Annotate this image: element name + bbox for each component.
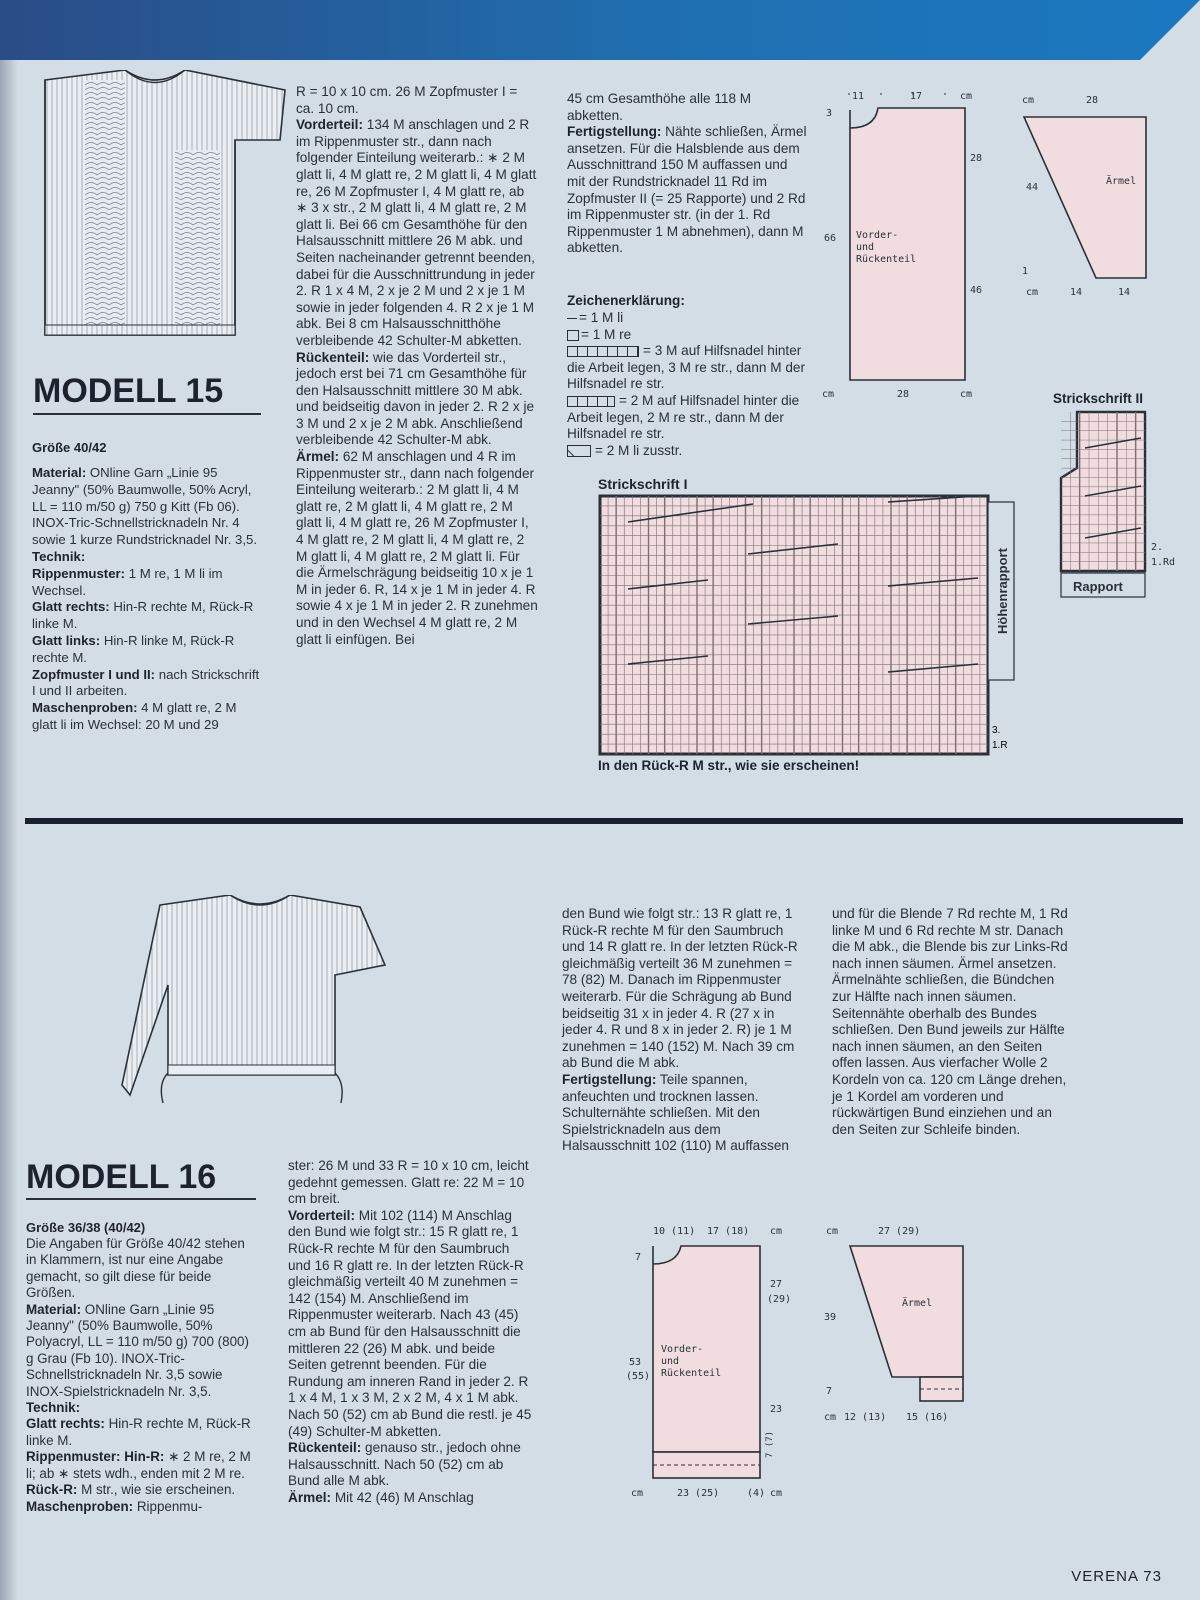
legend-item-li: = 1 M li (567, 310, 817, 327)
paragraph (296, 84, 538, 117)
knitting-chart-1 (598, 494, 1028, 764)
legend-symbol-re (567, 330, 579, 341)
paragraph-text: Rippenmu- (133, 1498, 203, 1514)
model16-title: MODELL 16 (26, 1158, 217, 1196)
legend-item-dec: = 2 M li zusstr. (567, 443, 817, 460)
svg-text:cm: cm (960, 389, 973, 400)
svg-text:15 (16): 15 (16) (906, 1412, 949, 1423)
paragraph (32, 599, 260, 633)
paragraph-label: Glatt rechts: (32, 599, 110, 615)
paragraph-text: 4 M glatt re, 2 M glatt li im Wechsel: 20 M und 29 (32, 700, 237, 732)
svg-text:cm: cm (1022, 95, 1035, 106)
schema-body-16 (625, 1222, 805, 1504)
svg-text:(29): (29) (767, 1294, 792, 1305)
svg-text:28: 28 (1086, 95, 1099, 106)
svg-text:(4): (4) (747, 1488, 766, 1499)
paragraph-label: Material: (26, 1301, 82, 1317)
paragraph-label: Fertigstellung: (567, 124, 662, 140)
legend-title: Zeichenerklärung: (567, 293, 685, 308)
svg-text:cm: cm (826, 1226, 839, 1237)
svg-text:Rückenteil: Rückenteil (856, 254, 917, 265)
legend-item-re: = 1 M re (567, 327, 817, 344)
svg-text:23: 23 (770, 1404, 783, 1415)
paragraph-text: M str., wie sie erscheinen. (77, 1482, 236, 1498)
model15-title-rule (33, 413, 261, 415)
svg-text:Ärmel: Ärmel (1106, 176, 1137, 187)
legend (567, 310, 817, 459)
section-divider (25, 818, 1183, 824)
paragraph (32, 549, 260, 566)
svg-text:44: 44 (1026, 182, 1039, 193)
svg-text:und: und (856, 242, 875, 253)
paragraph-text: 62 M anschlagen und 4 R im Rippenmuster str., dann nach folgender Einteilung weiterarb.: 2 M glatt li, 4 M glatt re, 2 M glatt li, 4 M glatt re, 2 M glatt li, 4 M glatt re, 26 M Zopfmuster I, 4 M glatt re, 2 M glatt li, 4 M glatt re, 2 M glatt li, 4 M glatt re, 2 M glatt li. Für die Ärmelschrägung beidseitig 10 x je 1 M in jeder 6. R, 14 x je 1 M in jeder 4. R sowie 4 x je 1 M in jeder 2. R zunehmen und in den Wechsel 4 M glatt re, 2 M glatt li einfügen. Bei (296, 449, 538, 647)
page-gutter-shadow (0, 0, 18, 1600)
svg-text:17 (18): 17 (18) (707, 1226, 750, 1237)
chart1-row-label: 3. (992, 725, 1001, 736)
knitting-chart-2 (1055, 408, 1180, 603)
svg-text:7: 7 (826, 1386, 833, 1397)
svg-text:und: und (661, 1356, 680, 1367)
legend-symbol-cable-2 (567, 396, 615, 407)
paragraph (26, 1449, 258, 1482)
svg-text:Ärmel: Ärmel (902, 1298, 933, 1309)
chart2-rapport-label: Rapport (1073, 579, 1123, 594)
paragraph-label: Fertigstellung: (562, 1071, 657, 1087)
paragraph-label: Rück-R: (26, 1482, 78, 1498)
paragraph (288, 1440, 532, 1490)
svg-text:7 (7): 7 (7) (765, 1430, 775, 1458)
paragraph-text: nach Strickschrift I und II arbeiten. (32, 666, 260, 699)
paragraph (26, 1400, 258, 1416)
paragraph (32, 566, 260, 600)
paragraph-text: ∗ 2 M re, 2 M li; ab ∗ stets wdh., enden mit 2 M re. (26, 1449, 251, 1481)
svg-text:27 (29): 27 (29) (878, 1226, 921, 1237)
svg-text:cm: cm (1026, 287, 1039, 298)
paragraph-label: Rippenmuster: (32, 565, 126, 581)
paragraph (32, 633, 260, 667)
paragraph-text: wie das Vorderteil str., jedoch erst bei 71 cm Gesamthöhe für den Halsausschnitt mittlere 30 M abk. und beidseitig davon in jeder 2. R 2 x je 3 M und 2 x je 2 M abk. Anschließend verbleibende 42 Schulter-M abk. (296, 349, 535, 448)
paragraph-text: genauso str., jedoch ohne Halsausschnitt. Nach 50 (52) cm ab Bund alle M abk. (288, 1440, 521, 1489)
svg-text:3: 3 (826, 108, 833, 119)
paragraph-text: und für die Blende 7 Rd rechte M, 1 Rd linke M und 6 Rd rechte M str. Danach die M abk., die Blende bis zur Links-Rd nach innen säumen. Ärmel ansetzen. Ärmelnähte schließen, die Bündchen zur Hälfte nach innen säumen. Seitennähte oberhalb des Bundes schließen. Den Bund jeweils zur Hälfte nach innen säumen, an den Seiten offen lassen. Aus vierfacher Wolle 2 Kordeln von ca. 120 cm Länge drehen, je 1 Kordel am vorderen und rückwärtigen Bund einziehen und an den Seiten zur Schleife binden. (832, 906, 1068, 1137)
paragraph (26, 1416, 258, 1449)
chart2-row-label: 2. (1151, 542, 1164, 553)
model16-title-rule (26, 1198, 256, 1200)
paragraph (296, 117, 538, 349)
svg-text:11: 11 (852, 91, 865, 102)
svg-text:cm: cm (960, 91, 973, 102)
chart2-row1-label: 1.Rd (1151, 557, 1176, 568)
paragraph-text: Hin-R rechte M, Rück-R linke M. (32, 599, 254, 632)
paragraph-text: R = 10 x 10 cm. 26 M Zopfmuster I = ca. 10 cm. (296, 84, 518, 116)
paragraph-text: Mit 42 (46) M Anschlag (331, 1489, 474, 1505)
paragraph-label: Zopfmuster I und II: (32, 666, 156, 682)
svg-text:1: 1 (1022, 266, 1029, 277)
svg-text:cm: cm (770, 1488, 783, 1499)
paragraph-text: 1 M re, 1 M li im Wechsel. (32, 565, 223, 598)
paragraph-label: Material: (32, 465, 87, 480)
paragraph-label: Vorderteil: (296, 117, 363, 133)
paragraph (288, 1208, 532, 1440)
svg-text:Rückenteil: Rückenteil (661, 1368, 722, 1379)
paragraph-text: ONline Garn „Linie 95 Jeanny" (50% Baumwolle, 50% Acryl, LL = 110 m/50 g) 750 g Kitt (Fb 06). INOX-Tric-Schnellstricknadeln Nr. 4 sowie 1 kurze Rundstricknadel Nr. 3,5. (32, 465, 258, 548)
paragraph-text: Mit 102 (114) M Anschlag den Bund wie folgt str.: 15 R glatt re, 1 Rück-R rechte M für den Saumbruch und 16 R glatt re. In der letzten Rück-R gleichmäßig verteilt 40 M zunehmen = 142 (154) M. Anschließend im Rippenmuster weiterarb. Nach 43 (45) cm ab Bund für den Halsausschnitt die mittleren 22 (26) M abk. und beide Seiten getrennt beenden. Für die Rundung am inneren Rand in jeder 2. R 1 x 4 M, 1 x 3 M, 2 x 2 M, 4 x 1 M abk. Nach 50 (52) cm ab Bund die restl. je 45 (49) Schulter-M abketten. (288, 1207, 532, 1439)
legend-symbol-cable-3 (567, 346, 639, 357)
paragraph (32, 465, 260, 549)
paragraph (288, 1490, 532, 1507)
svg-text:23 (25): 23 (25) (677, 1488, 720, 1499)
legend-item-cable-3: = 3 M auf Hilfsnadel hinter die Arbeit legen, 3 M re str., dann M der Hilfsnadel re str. (567, 343, 806, 392)
sweater-illustration-16 (120, 895, 395, 1145)
legend-item-cable-2: = 2 M auf Hilfsnadel hinter die Arbeit legen, 2 M re str., dann M der Hilfsnadel re str. (567, 392, 800, 442)
model15-title: MODELL 15 (33, 372, 224, 410)
svg-text:(55): (55) (626, 1371, 651, 1382)
model16-size: Größe 36/38 (40/42) (26, 1220, 146, 1235)
svg-text:66: 66 (824, 233, 837, 244)
paragraph (567, 91, 808, 124)
paragraph (567, 124, 808, 257)
svg-text:53: 53 (629, 1357, 642, 1368)
paragraph-text: Hin-R linke M, Rück-R rechte M. (32, 632, 235, 665)
paragraph (562, 1072, 805, 1155)
top-color-band (0, 0, 1200, 60)
paragraph-label: Technik: (26, 1400, 81, 1416)
paragraph-label: Glatt links: (32, 632, 101, 648)
paragraph (32, 700, 260, 734)
chart1-title: Strickschrift I (598, 476, 688, 492)
paragraph-label: Maschenproben: (26, 1498, 134, 1514)
paragraph-label: Technik: (32, 548, 86, 564)
svg-text:cm: cm (824, 1412, 837, 1423)
svg-text:12 (13): 12 (13) (844, 1412, 887, 1423)
paragraph-label: Maschenproben: (32, 700, 138, 716)
paragraph-text: Hin-R rechte M, Rück-R linke M. (26, 1416, 251, 1448)
paragraph-text: ster: 26 M und 33 R = 10 x 10 cm, leicht gedehnt gemessen. Glatt re: 22 M = 10 cm breit. (288, 1158, 529, 1207)
svg-text:17: 17 (910, 91, 923, 102)
paragraph (296, 449, 538, 648)
svg-text:27: 27 (770, 1279, 783, 1290)
paragraph-text: ONline Garn „Linie 95 Jeanny" (50% Baumwolle, 50% Polyacryl, LL = 110 m/50 g) 700 (800) g Grau (Fb 10). INOX-Tric-Schnellstricknadeln Nr. 3,5 sowie INOX-Spielstricknadeln Nr. 3,5. (26, 1301, 249, 1399)
paragraph-label: Rückenteil: (288, 1440, 362, 1456)
chart1-note: In den Rück-R M str., wie sie erscheinen! (598, 758, 860, 773)
svg-text:28: 28 (897, 389, 910, 400)
svg-text:14: 14 (1070, 287, 1083, 298)
paragraph (26, 1482, 258, 1498)
legend-symbol-li (567, 318, 577, 319)
model16-column-4 (832, 906, 1072, 1138)
paragraph-label: Glatt rechts: (26, 1416, 105, 1432)
schema-body-15 (820, 88, 1000, 408)
paragraph-text: 134 M anschlagen und 2 R im Rippenmuster str., dann nach folgender Einteilung weiterarb.: ∗ 2 M glatt li, 4 M glatt re, 2 M glatt li, 4 M glatt re, 26 M Zopfmuster I, 4 M glatt re, ab ∗ 3 x str., 2 M glatt li, 4 M glatt re, 2 M glatt li. Bei 66 cm Gesamthöhe für den Halsausschnitt mittlere 26 M abk. und Seiten nacheinander getrennt beenden, dabei für die Ausschnittrundung in jeder 2. R 1 x 4 M, 2 x je 2 M und 2 x je 1 M sowie in jeder folgenden 4. R 2 x je 1 M abk. Bei 8 cm Halsausschnitthöhe verbleibende 42 Schulter-M abketten. (296, 117, 537, 348)
svg-text:Vorder-: Vorder- (856, 230, 899, 241)
svg-text:39: 39 (824, 1312, 837, 1323)
paragraph-label: Vorderteil: (288, 1207, 355, 1223)
paragraph-text: Teile spannen, anfeuchten und trocknen lassen. Schulternähte schließen. Mit den Spielstricknadeln aus dem Halsausschnitt 102 (110) M auffassen (562, 1071, 789, 1154)
legend-symbol-dec (567, 445, 591, 457)
paragraph-text: Nähte schließen, Ärmel ansetzen. Für die Halsblende aus dem Ausschnittrand 150 M auffassen und mit der Rundstricknadel 11 Rd im Zopfmuster II (= 25 Rapporte) und 2 Rd im Rippenmuster str. (in der 1. Rd Rippenmuster 1 M abnehmen), dann M abketten. (567, 124, 807, 256)
svg-text:7: 7 (635, 1252, 642, 1263)
top-band-corner (1130, 0, 1200, 70)
page-footer: VERENA 73 (1071, 1568, 1162, 1585)
paragraph-label: Rückenteil: (296, 349, 370, 365)
sweater-illustration-15 (25, 70, 295, 350)
paragraph (26, 1302, 258, 1400)
paragraph-text: den Bund wie folgt str.: 13 R glatt re, 1 Rück-R rechte M für den Saumbruch und 14 R glatt re. In der letzten Rück-R gleichmäßig verteilt 36 M zunehmen = 78 (82) M. Danach im Rippenmuster weiterarb. Für die Schrägung ab Bund beidseitig 31 x in jeder 4. R (27 x in jeder 4. R und 8 x in jeder 2. R) je 1 M zunehmen = 140 (152) M. Nach 39 cm ab Bund die M abk. (562, 906, 798, 1071)
chart1-side-label: Höhenrapport (995, 548, 1010, 634)
svg-text:46: 46 (970, 285, 983, 296)
paragraph (288, 1158, 532, 1208)
svg-text:cm: cm (770, 1226, 783, 1237)
paragraph (32, 667, 260, 701)
paragraph (296, 350, 538, 450)
paragraph (832, 906, 1072, 1138)
model16-column-3 (562, 906, 805, 1155)
model15-column-2 (296, 84, 538, 648)
svg-text:14: 14 (1118, 287, 1131, 298)
model16-column-2 (288, 1158, 532, 1506)
paragraph (26, 1236, 258, 1302)
paragraph (26, 1499, 258, 1515)
chart2-title: Strickschrift II (1053, 391, 1144, 406)
schema-sleeve-15 (1018, 92, 1178, 302)
svg-text:cm: cm (631, 1488, 644, 1499)
paragraph-text: 45 cm Gesamthöhe alle 118 M abketten. (567, 91, 752, 123)
chart1-row1-label: 1.R (992, 740, 1008, 751)
paragraph-label: Ärmel: (288, 1489, 332, 1505)
svg-text:cm: cm (822, 389, 835, 400)
paragraph-text: Die Angaben für Größe 40/42 stehen in Klammern, ist nur eine Angabe gemacht, so gilt diese für beide Größen. (26, 1236, 245, 1301)
schema-sleeve-16 (822, 1222, 982, 1432)
paragraph-label: Rippenmuster: Hin-R: (26, 1449, 165, 1465)
model15-size: Größe 40/42 (32, 440, 107, 455)
svg-text:Vorder-: Vorder- (661, 1344, 704, 1355)
svg-text:10 (11): 10 (11) (653, 1226, 696, 1237)
model16-column-1 (26, 1236, 258, 1515)
paragraph-label: Ärmel: (296, 449, 340, 465)
svg-text:28: 28 (970, 153, 983, 164)
model15-column-3 (567, 91, 808, 257)
paragraph (562, 906, 805, 1072)
model15-column-1 (32, 465, 260, 734)
